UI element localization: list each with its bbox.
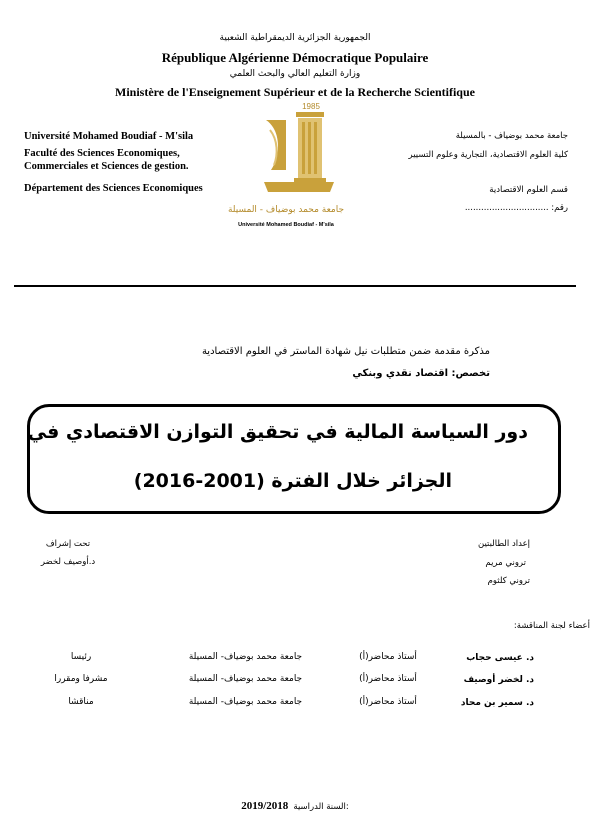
- university-name-fr: Université Mohamed Boudiaf - M'sila: [24, 131, 194, 142]
- department-name-fr: Département des Sciences Economiques: [24, 183, 203, 194]
- member-rank: أستاذ محاضر(أ): [359, 697, 417, 707]
- author-name-2: تروني كلثوم: [487, 576, 530, 586]
- member-role: مناقشا: [68, 697, 94, 707]
- faculty-name-fr-line1: Faculté des Sciences Economiques,: [24, 148, 180, 159]
- thesis-title-line2: الجزائر خلال الفترة (2001-2016): [133, 470, 452, 492]
- academic-year-label: السنة الدراسية:: [293, 802, 349, 812]
- author-name-1: تروني مريم: [485, 558, 526, 568]
- member-rank: أستاذ محاضر(أ): [359, 674, 417, 684]
- member-university: جامعة محمد بوضياف- المسيلة: [188, 674, 303, 684]
- republic-name-fr: République Algérienne Démocratique Populaire: [161, 50, 429, 65]
- logo-year: 1985: [302, 102, 320, 111]
- committee-label: أعضاء لجنة المناقشة:: [513, 621, 590, 631]
- university-logo-icon: [226, 100, 346, 240]
- member-name: د. لخضر أوصيف: [463, 675, 534, 685]
- university-logo: [226, 100, 346, 240]
- member-university: جامعة محمد بوضياف- المسيلة: [188, 697, 303, 707]
- authors-label: إعداد الطالبتين: [477, 539, 530, 549]
- reference-number: رقم: ...............................: [464, 203, 568, 213]
- supervisor-name: د.أوصيف لخضر: [40, 557, 96, 567]
- faculty-name-fr-line2: Commerciales et Sciences de gestion.: [24, 161, 189, 172]
- ministry-name-ar: وزارة التعليم العالي والبحث العلمي: [229, 69, 361, 79]
- member-role: مشرفا ومقررا: [54, 674, 108, 684]
- university-name-ar: جامعة محمد بوضياف - بالمسيلة: [455, 131, 568, 141]
- member-university: جامعة محمد بوضياف- المسيلة: [188, 652, 303, 662]
- faculty-name-ar: كلية العلوم الاقتصادية، التجارية وعلوم التسيير: [408, 150, 568, 160]
- supervisor-label: تحت إشراف: [45, 539, 91, 549]
- department-name-ar: قسم العلوم الاقتصادية: [489, 185, 568, 195]
- thesis-specialty: تخصص: اقتصاد نقدي وبنكي: [352, 368, 490, 379]
- member-role: رئيسا: [70, 652, 92, 662]
- thesis-purpose: مذكرة مقدمة ضمن متطلبات نيل شهادة الماستر في العلوم الاقتصادية: [201, 346, 490, 357]
- header-divider: [14, 285, 576, 287]
- republic-name-ar: الجمهورية الجزائرية الديمقراطية الشعبية: [219, 33, 371, 43]
- member-name: د. عيسى حجاب: [466, 653, 534, 663]
- ministry-name-fr: Ministère de l'Enseignement Supérieur et de la Recherche Scientifique: [115, 85, 475, 99]
- thesis-title-line1: دور السياسة المالية في تحقيق التوازن الاقتصادي في: [27, 421, 528, 443]
- academic-year: [0, 794, 590, 813]
- logo-name-fr: Université Mohamed Boudiaf - M'sila: [238, 222, 334, 228]
- member-name: د. سمير بن محاد: [460, 698, 534, 708]
- member-rank: أستاذ محاضر(أ): [359, 652, 417, 662]
- academic-year-value: 2019/2018: [241, 800, 289, 812]
- logo-name-ar: جامعة محمد بوضياف - المسيلة: [227, 205, 345, 215]
